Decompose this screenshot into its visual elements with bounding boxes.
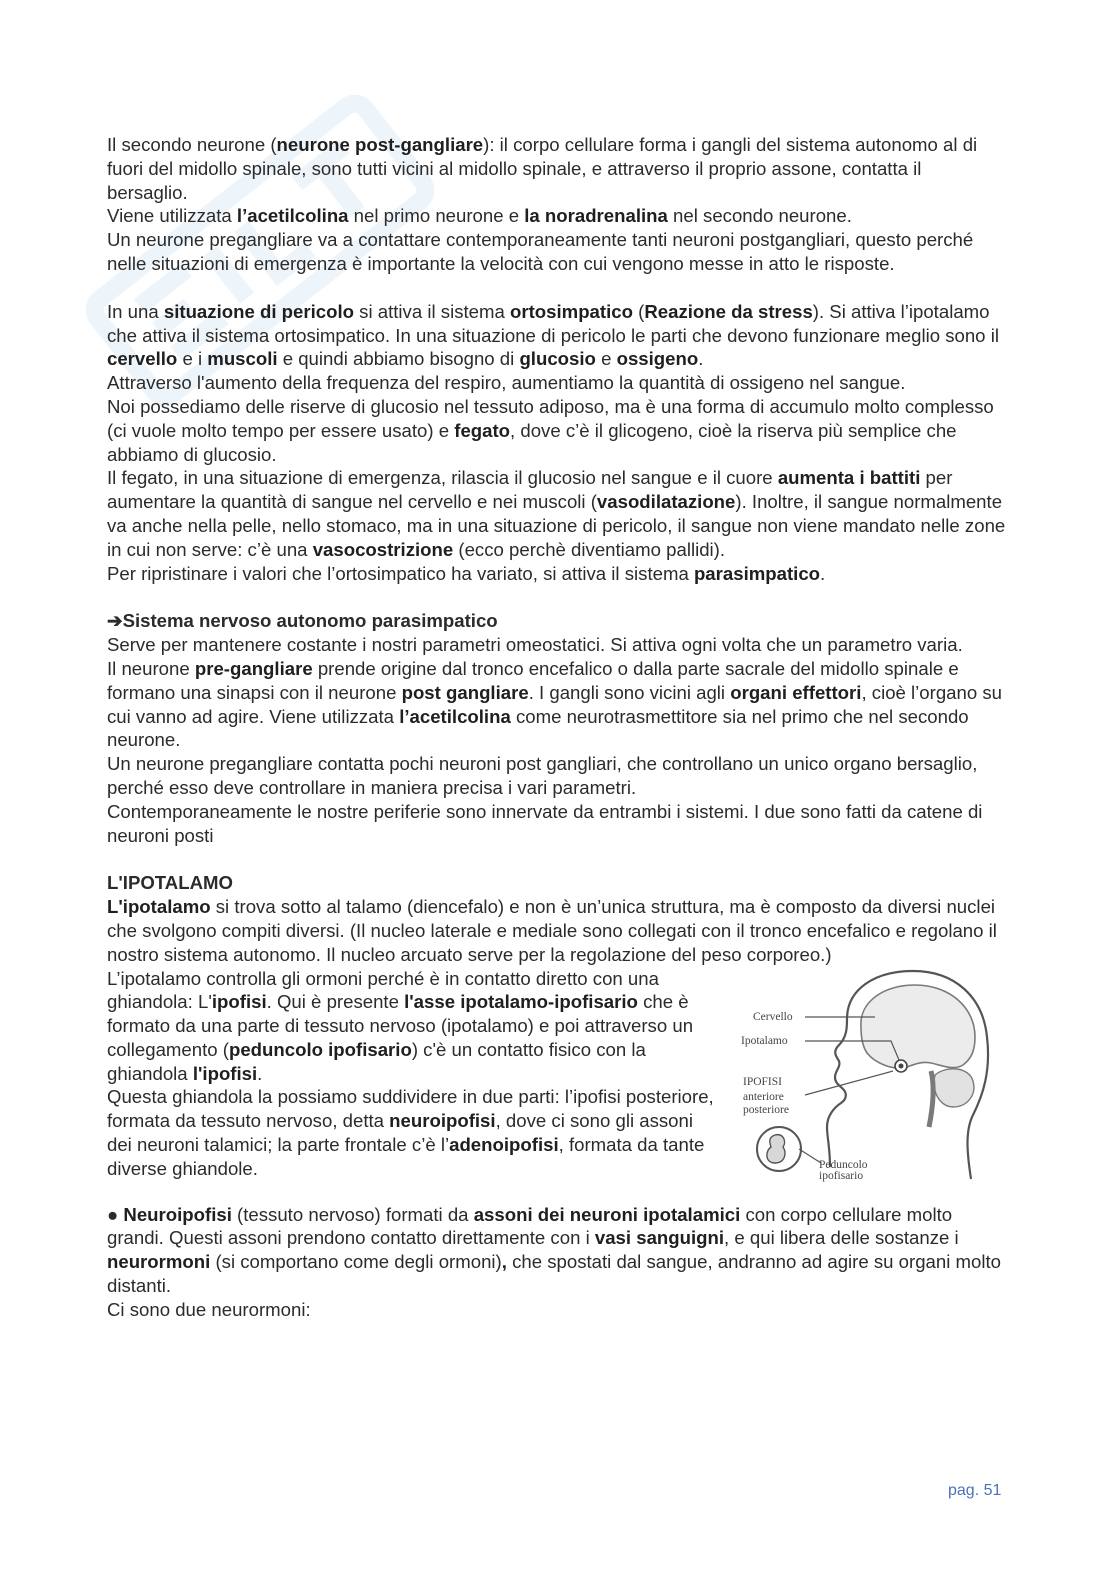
paragraph-omeostatici: Serve per mantenere costante i nostri parametri omeostatici. Si attiva ogni volta che un parametro varia.	[107, 634, 963, 656]
paragraph-neuroipofisi: ● Neuroipofisi (tessuto nervoso) formati da assoni dei neuroni ipotalamici con corpo cellulare molto grandi. Questi assoni prendono contatto direttamente con i vasi sanguigni, e qui libera delle sostanze i neurormoni (si comportano come degli ormoni), che spostati dal sangue, andranno ad agire su organi molto distanti.	[107, 1203, 1002, 1297]
section-heading-parasimpatico: ➔Sistema nervoso autonomo parasimpatico	[107, 610, 498, 632]
paragraph-fegato: Il fegato, in una situazione di emergenza, rilascia il glucosio nel sangue e il cuore aumenta i battiti per aumentare la quantità di sangue nel cervello e nei muscoli (vasodilatazione). Inoltre, il sangue normalmente va anche nella pelle, nello stomaco, ma in una situazione di pericolo, il sangue non viene mandato nelle zone in cui non serve: c’è una vasocostrizione (ecco perchè diventiamo pallidi).	[107, 467, 1006, 560]
label-ipofisi: IPOFISI	[743, 1075, 782, 1088]
paragraph-riserve: Noi possediamo delle riserve di glucosio nel tessuto adiposo, ma è una forma di accumulo molto complesso (ci vuole molto tempo per essere usato) e fegato, dove c’è il glicogeno, cioè la riserva più semplice che abbiamo di glucosio.	[107, 395, 994, 465]
head-hypothalamus-diagram	[735, 967, 1015, 1182]
paragraph-post-ganglionic: Il secondo neurone (neurone post-gangliare): il corpo cellulare forma i gangli del sistema autonomo al di fuori del midollo spinale, sono tutti vicini al midollo spinale, e attraverso il proprio assone, contatta il bersaglio.	[107, 134, 978, 203]
figure-section	[107, 967, 1007, 1181]
paragraph-ipofisi: L’ipotalamo controlla gli ormoni perché è in contatto diretto con una ghiandola: L'ipofisi. Qui è presente l'asse ipotalamo-ipofisario che è formato da una parte di tessuto nervoso (ipotalamo) e poi attraverso un collegamento (peduncolo ipofisario) c'è un contatto fisico con la ghiandola l'ipofisi.	[107, 967, 694, 1084]
paragraph-respiro: Attraverso l'aumento della frequenza del respiro, aumentiamo la quantità di ossigeno nel sangue.	[107, 372, 906, 394]
paragraph-due-neurormoni: Ci sono due neurormoni:	[107, 1298, 311, 1320]
document-page	[107, 133, 1007, 1322]
page-number: pag. 51	[948, 1482, 1002, 1499]
paragraph-pochi-neuroni: Un neurone pregangliare contatta pochi neuroni post gangliari, che controllano un unico organo bersaglio, perché esso deve controllare in maniera precisa i vari parametri.	[107, 753, 978, 798]
label-anteriore: anteriore	[743, 1090, 784, 1103]
paragraph-periferie: Contemporaneamente le nostre periferie sono innervate da entrambi i sistemi. I due sono fatti da catene di neuroni posti	[107, 800, 983, 846]
section-heading-ipotalamo: L'IPOTALAMO	[107, 872, 233, 894]
paragraph-neurotransmitters: Viene utilizzata l’acetilcolina nel primo neurone e la noradrenalina nel secondo neurone.	[107, 205, 852, 227]
paragraph-pre-gangliare: Il neurone pre-gangliare prende origine dal tronco encefalico o dalla parte sacrale del midollo spinale e formano una sinapsi con il neurone post gangliare. I gangli sono vicini agli organi effettori, cioè l’organo su cui vanno ad agire. Viene utilizzata l’acetilcolina come neurotrasmettitore sia nel primo che nel secondo neurone.	[107, 657, 1003, 751]
paragraph-ipotalamo-intro: L'ipotalamo si trova sotto al talamo (diencefalo) e non è un’unica struttura, ma è composto da diversi nuclei che svolgono compiti diversi. (Il nucleo laterale e mediale sono collegati con il tronco encefalico e regolano il nostro sistema autonomo. Il nucleo arcuato serve per la regolazione del peso corporeo.)	[107, 896, 997, 965]
label-peduncolo: Peduncolo	[819, 1158, 868, 1171]
label-posteriore: posteriore	[743, 1103, 789, 1116]
label-ipotalamo: Ipotalamo	[741, 1034, 788, 1047]
paragraph-pericolo: In una situazione di pericolo si attiva il sistema ortosimpatico (Reazione da stress). Si attiva l’ipotalamo che attiva il sistema ortosimpatico. In una situazione di pericolo le parti che devono funzionare meglio sono il cervello e i muscoli e quindi abbiamo bisogno di glucosio e ossigeno.	[107, 300, 999, 370]
paragraph-pregangliare: Un neurone pregangliare va a contattare contemporaneamente tanti neuroni postgangliari, questo perché nelle situazioni di emergenza è importante la velocità con cui vengono messe in atto le risposte.	[107, 229, 974, 274]
paragraph-ghiandola-parti: Questa ghiandola la possiamo suddividere in due parti: l’ipofisi posteriore, formata da tessuto nervoso, detta neuroipofisi, dove ci sono gli assoni dei neuroni talamici; la parte frontale c’è l’adenoipofisi, formata da tante diverse ghiandole.	[107, 1086, 714, 1179]
label-cervello: Cervello	[753, 1010, 793, 1023]
paragraph-ripristinare: Per ripristinare i valori che l’ortosimpatico ha variato, si attiva il sistema parasimpatico.	[107, 562, 826, 584]
label-ipofisario: ipofisario	[819, 1169, 864, 1182]
